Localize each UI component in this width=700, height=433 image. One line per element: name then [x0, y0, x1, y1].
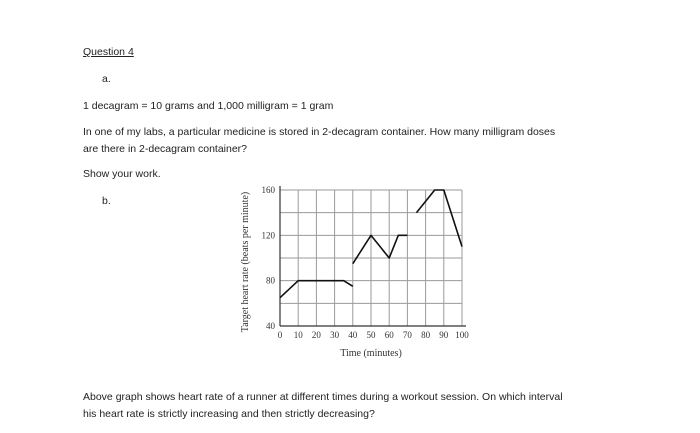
heart-rate-line-segment [417, 190, 463, 247]
part-b-label: b. [102, 195, 111, 207]
y-tick-label: 160 [261, 185, 275, 195]
heart-rate-line-segment [353, 235, 408, 263]
graph-question-text [83, 389, 563, 423]
x-tick-label: 100 [455, 330, 469, 340]
x-tick-label: 50 [366, 330, 376, 340]
chart-grid [280, 190, 462, 326]
x-tick-label: 70 [402, 330, 412, 340]
x-tick-label: 80 [421, 330, 431, 340]
chart-ticks [262, 185, 470, 340]
x-tick-label: 0 [277, 330, 283, 340]
x-tick-label: 30 [330, 330, 340, 340]
part-a-label: a. [102, 73, 111, 85]
x-tick-label: 40 [348, 330, 358, 340]
question-heading: Question 4 [83, 46, 134, 58]
conversion-text: 1 decagram = 10 grams and 1,000 milligram = 1 gram [83, 100, 334, 112]
instruction-text: Show your work. [83, 168, 161, 180]
heart-rate-chart [232, 178, 492, 368]
y-axis-label: Target heart rate (beats per minute) [240, 191, 251, 333]
problem-text [83, 124, 555, 158]
problem-line-1: In one of my labs, a particular medicine is stored in 2-decagram container. How many milligram doses [83, 126, 556, 138]
graph-question-line-2: his heart rate is strictly increasing and then strictly decreasing? [83, 408, 375, 420]
problem-line-2: are there in 2-decagram container? [83, 143, 248, 155]
x-tick-label: 60 [384, 330, 394, 340]
x-tick-label: 10 [293, 330, 303, 340]
y-tick-label: 120 [261, 230, 275, 241]
x-tick-label: 90 [439, 330, 449, 340]
x-tick-label: 20 [311, 330, 321, 340]
y-tick-label: 40 [266, 321, 275, 331]
chart-axes [280, 186, 466, 326]
y-tick-label: 80 [266, 275, 275, 286]
x-axis-label: Time (minutes) [340, 348, 402, 359]
graph-question-line-1: Above graph shows heart rate of a runner at different times during a workout session. On which interval [83, 391, 563, 403]
